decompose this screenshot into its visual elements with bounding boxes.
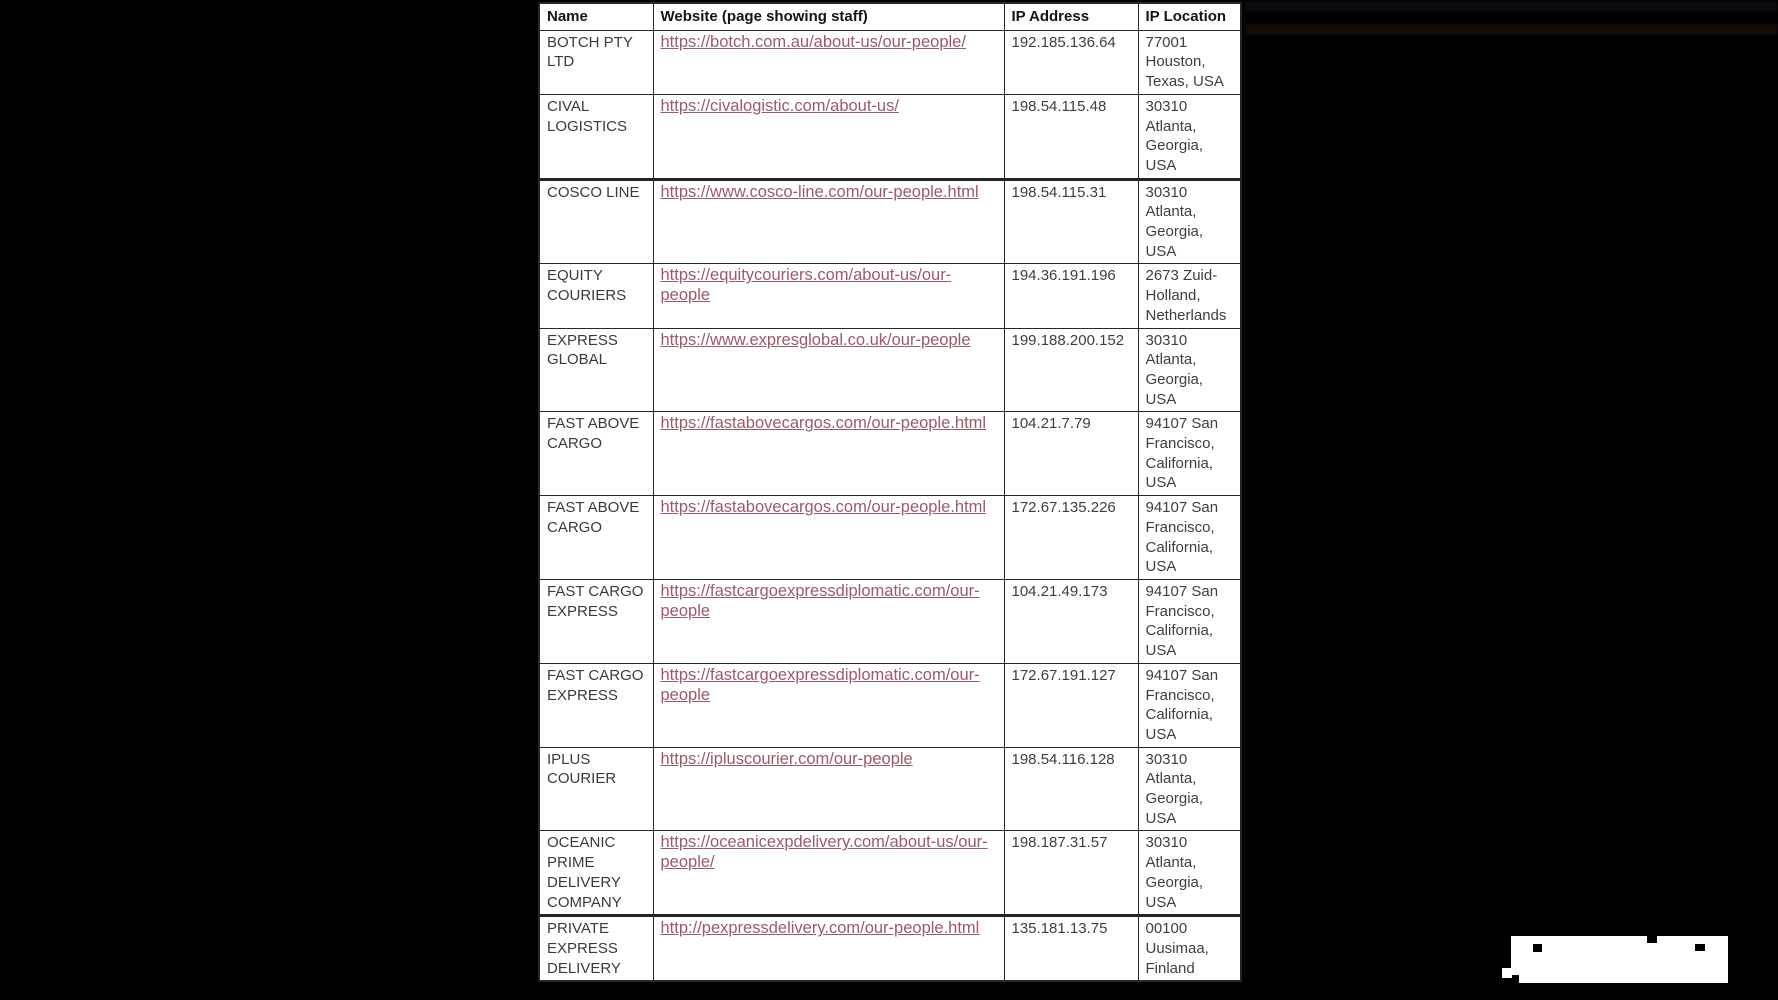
ip-location-cell: 94107 San Francisco, California, USA	[1138, 496, 1241, 580]
table-row	[539, 831, 1241, 916]
website-link[interactable]: http://pexpressdelivery.com/our-people.html	[660, 919, 980, 938]
website-cell	[653, 831, 1004, 916]
website-cell	[653, 328, 1004, 412]
ip-location-cell: 00100 Uusimaa, Finland	[1138, 916, 1241, 982]
company-name-cell: FAST CARGO EXPRESS	[539, 663, 653, 747]
website-cell	[653, 663, 1004, 747]
table-row	[539, 663, 1241, 747]
table-row	[539, 579, 1241, 663]
company-name-cell: FAST ABOVE CARGO	[539, 496, 653, 580]
website-cell	[653, 179, 1004, 264]
table-row	[539, 496, 1241, 580]
company-name-cell: IPLUS COURIER	[539, 747, 653, 831]
company-name-cell: FAST CARGO EXPRESS	[539, 579, 653, 663]
table-row	[539, 264, 1241, 328]
website-link[interactable]: https://equitycouriers.com/about-us/our-people	[660, 266, 952, 305]
ip-location-cell: 30310 Atlanta, Georgia, USA	[1138, 328, 1241, 412]
ip-address-cell: 104.21.49.173	[1004, 579, 1138, 663]
background-noise-streak	[1245, 24, 1778, 35]
website-link[interactable]: https://www.cosco-line.com/our-people.html	[660, 182, 979, 201]
table-row	[539, 179, 1241, 264]
redaction-speck	[1647, 936, 1657, 943]
ip-address-cell: 198.54.116.128	[1004, 747, 1138, 831]
column-header-name: Name	[539, 3, 653, 30]
staff-page-table	[538, 2, 1242, 982]
ip-location-cell: 30310 Atlanta, Georgia, USA	[1138, 747, 1241, 831]
website-link[interactable]: https://fastabovecargos.com/our-people.html	[660, 414, 987, 433]
website-link[interactable]: https://www.expresglobal.co.uk/our-people	[660, 330, 971, 349]
company-name-cell: COSCO LINE	[539, 179, 653, 264]
ip-location-cell: 30310 Atlanta, Georgia, USA	[1138, 179, 1241, 264]
ip-location-cell: 94107 San Francisco, California, USA	[1138, 412, 1241, 496]
ip-address-cell: 198.54.115.31	[1004, 179, 1138, 264]
ip-location-cell: 94107 San Francisco, California, USA	[1138, 579, 1241, 663]
ip-address-cell: 198.54.115.48	[1004, 94, 1138, 179]
website-cell	[653, 747, 1004, 831]
website-link[interactable]: https://oceanicexpdelivery.com/about-us/our-people/	[660, 833, 988, 872]
column-header-ip-location: IP Location	[1138, 3, 1241, 30]
website-link[interactable]: https://ipluscourier.com/our-people	[660, 749, 913, 768]
table-header-row	[539, 3, 1241, 30]
ip-location-cell: 94107 San Francisco, California, USA	[1138, 663, 1241, 747]
background-noise-streak	[1245, 1, 1778, 12]
website-link[interactable]: https://fastcargoexpressdiplomatic.com/our-people	[660, 581, 980, 620]
table-row	[539, 328, 1241, 412]
website-cell	[653, 579, 1004, 663]
company-name-cell: BOTCH PTY LTD	[539, 30, 653, 94]
ip-address-cell: 104.21.7.79	[1004, 412, 1138, 496]
website-cell	[653, 496, 1004, 580]
redaction-blob	[1511, 936, 1728, 983]
redaction-speck	[1533, 944, 1542, 952]
website-link[interactable]: https://fastabovecargos.com/our-people.html	[660, 498, 987, 517]
table-row	[539, 412, 1241, 496]
company-name-cell: EXPRESS GLOBAL	[539, 328, 653, 412]
table-header	[539, 3, 1241, 30]
website-link[interactable]: https://botch.com.au/about-us/our-people/	[660, 32, 966, 51]
company-name-cell: CIVAL LOGISTICS	[539, 94, 653, 179]
ip-address-cell: 135.181.13.75	[1004, 916, 1138, 982]
ip-address-cell: 172.67.191.127	[1004, 663, 1138, 747]
table-row	[539, 94, 1241, 179]
ip-location-cell: 30310 Atlanta, Georgia, USA	[1138, 831, 1241, 916]
redaction-speck	[1511, 975, 1519, 983]
table-body	[539, 30, 1241, 981]
website-cell	[653, 264, 1004, 328]
company-name-cell: PRIVATE EXPRESS DELIVERY	[539, 916, 653, 982]
ip-address-cell: 199.188.200.152	[1004, 328, 1138, 412]
company-name-cell: OCEANIC PRIME DELIVERY COMPANY	[539, 831, 653, 916]
website-cell	[653, 94, 1004, 179]
ip-location-cell: 30310 Atlanta, Georgia, USA	[1138, 94, 1241, 179]
table-row	[539, 30, 1241, 94]
website-cell	[653, 412, 1004, 496]
ip-address-cell: 194.36.191.196	[1004, 264, 1138, 328]
redaction-speck	[1695, 944, 1705, 951]
ip-address-cell: 172.67.135.226	[1004, 496, 1138, 580]
ip-location-cell: 2673 Zuid-Holland, Netherlands	[1138, 264, 1241, 328]
table-row	[539, 916, 1241, 982]
website-link[interactable]: https://civalogistic.com/about-us/	[660, 96, 899, 115]
website-link[interactable]: https://fastcargoexpressdiplomatic.com/our-people	[660, 665, 980, 704]
ip-address-cell: 192.185.136.64	[1004, 30, 1138, 94]
column-header-ip-address: IP Address	[1004, 3, 1138, 30]
column-header-website: Website (page showing staff)	[653, 3, 1004, 30]
company-name-cell: FAST ABOVE CARGO	[539, 412, 653, 496]
redaction-blob-nub	[1502, 968, 1512, 978]
table-row	[539, 747, 1241, 831]
website-cell	[653, 916, 1004, 982]
company-name-cell: EQUITY COURIERS	[539, 264, 653, 328]
ip-location-cell: 77001 Houston, Texas, USA	[1138, 30, 1241, 94]
website-cell	[653, 30, 1004, 94]
ip-address-cell: 198.187.31.57	[1004, 831, 1138, 916]
